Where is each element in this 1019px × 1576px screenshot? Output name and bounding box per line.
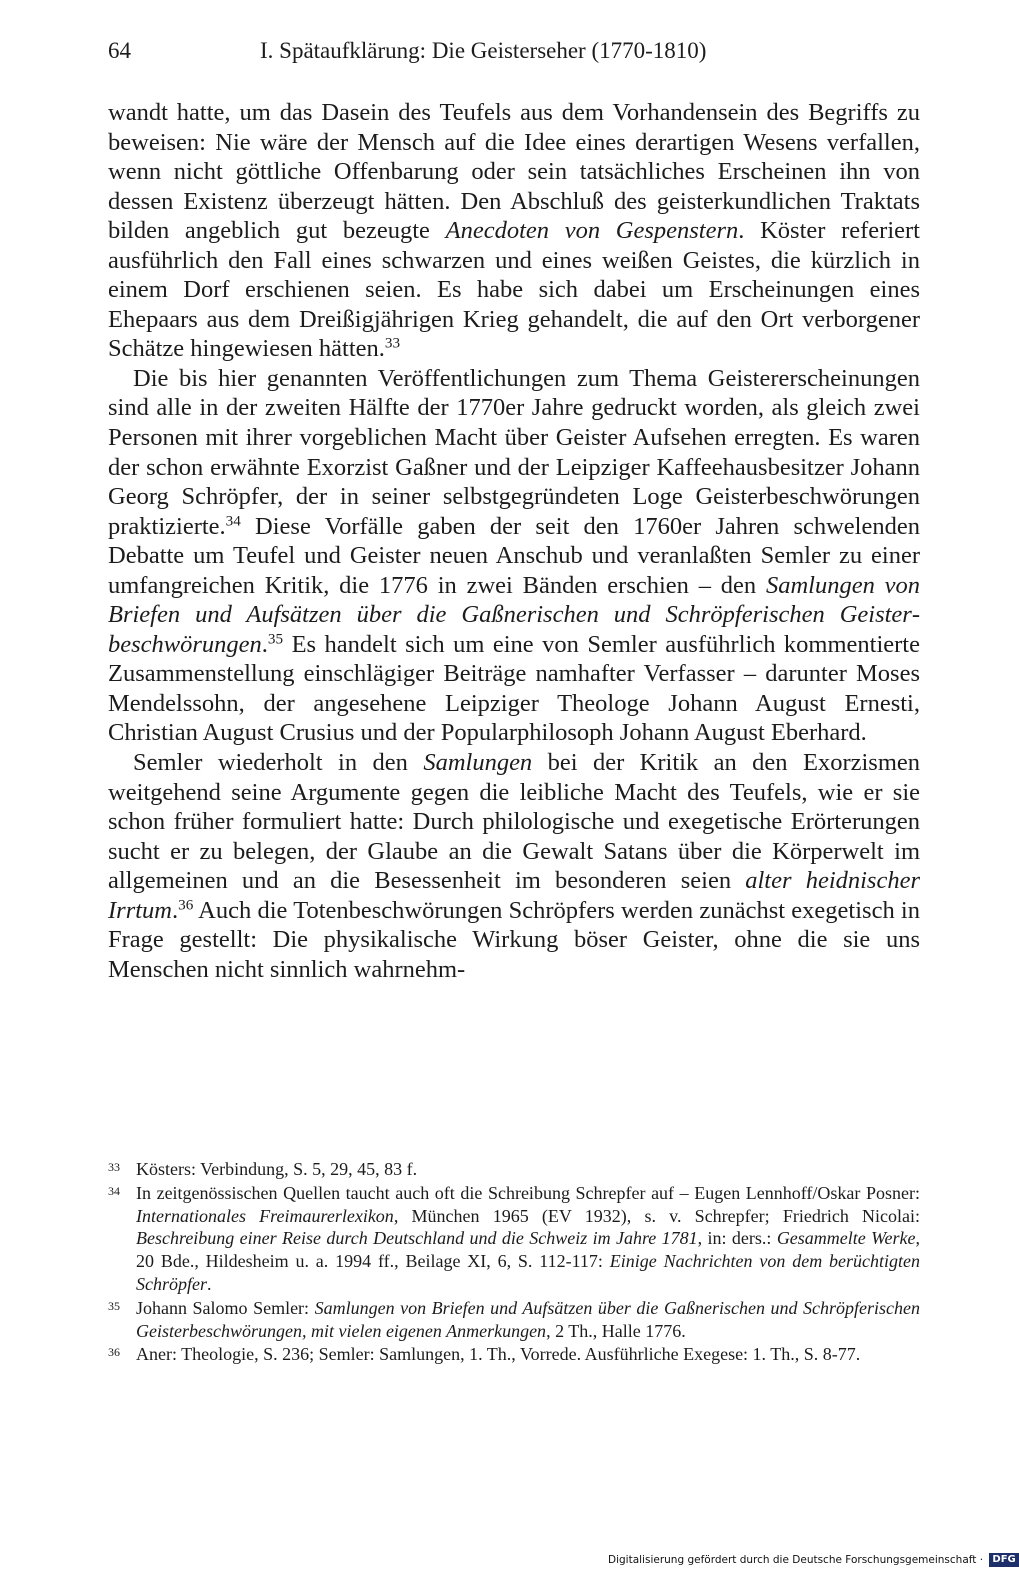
running-title: I. Spätaufklärung: Die Geisterseher (1770-1810) (260, 38, 707, 63)
footnote-reference: 35 (267, 630, 284, 648)
paragraph-text: Diese Vorfälle gaben der seit den 1760er Jahren schwelenden Debatte um Teufel und Geister neuen Anschub und veranlaßten Semler zu einer umfangreichen Kritik, die 1776 in zwei Bänden erschien – den (108, 512, 920, 599)
paragraph-text: bei der Kritik an den Exorzismen weitgehend seine Argumente gegen die leibliche Macht des Teufels, wie er sie schon früher formuliert hatte: Durch philologische und exegetische Erörterungen sucht er zu belegen, der Glaube an die Gewalt Satans über die Körperwelt im allgemeinen und an die Besessenheit im besonderen seien (108, 749, 920, 895)
banner-text: Digitalisierung gefördert durch die Deutsche Forschungsgemeinschaft · (608, 1554, 984, 1566)
paragraph-text: wandt hatte, um das Dasein des Teufels aus dem Vorhandensein des Begriffs zu beweisen: Nie wäre der Mensch auf die Idee eines derartigen Wesens verfallen, wenn nicht göttliche Offenbarung oder sein tatsächliches Erscheinen ihn von dessen Existenz überzeugt hätten. Den Abschluß des geisterkundlichen Traktats bilden angeblich gut bezeugte (108, 99, 920, 245)
page-number: 64 (108, 38, 131, 63)
paragraph (108, 748, 920, 984)
digitization-banner (608, 1551, 1019, 1569)
paragraph-italic-text: Samlungen von Briefen und Aufsätzen über die Gaßnerischen und Schröpferischen Geisterbeschwörungen (108, 571, 921, 658)
paragraph-text: . (261, 630, 268, 658)
footnote-reference: 33 (384, 335, 401, 353)
dfg-logo: DFG (989, 1553, 1018, 1567)
footnote-reference: 36 (178, 896, 194, 914)
paragraph-text: . Köster referiert ausführlich den Fall eines schwarzen und eines weißen Geistes, die kürzlich in einem Dorf erschienen seien. Es habe sich dabei um Erscheinungen eines Ehepaars aus dem Dreißigjährigen Krieg gehandelt, die auf den Ort verborgener Schätze hingewiesen hätten. (108, 217, 920, 363)
paragraph-italic-text: alter heidnischer Irrtum (108, 867, 921, 924)
footnote-text: Kösters: Verbindung, S. 5, 29, 45, 83 f. (136, 1159, 418, 1179)
paragraph-text: . (171, 896, 179, 924)
footnote-italic-text: Internationales Freimaurerlexikon (136, 1205, 394, 1226)
paragraph-text: Die bis hier genannten Veröffentlichungen zum Thema Geistererscheinungen sind alle in der zweiten Hälfte der 1770er Jahre gedruckt worden, als gleich zwei Personen mit ihrer vorgeblichen Macht über Geister Aufsehen erregten. Es waren der schon erwähnte Exorzist Gaßner und der Leipziger Kaffeehausbesitzer Johann Georg Schröpfer, der in seiner selbstgegründeten Loge Geisterbeschwörungen praktizierte. (108, 364, 920, 540)
footnote-text: , 2 Th., Halle 1776. (546, 1320, 686, 1341)
paragraph-text: Es handelt sich um eine von Semler ausführlich kommentierte Zusammenstellung einschlägiger Beiträge namhafter Verfasser – darunter Moses Mendelssohn, der angesehene Leipziger Theologe Johann August Ernesti, Christian August Crusius und der Popularphilosoph Johann August Eberhard. (108, 630, 920, 747)
footnote-number: 35 (108, 1298, 120, 1313)
footnote-number: 36 (108, 1345, 120, 1360)
paragraph (108, 364, 920, 748)
footnote-text: Johann Salomo Semler: (136, 1297, 315, 1318)
running-header (108, 34, 920, 68)
footnote (108, 1297, 920, 1343)
footnotes (108, 1158, 920, 1366)
footnote (108, 1343, 920, 1366)
footnote-italic-text: Samlungen von Briefen und Aufsätzen über die Gaßnerischen und Schröpferischen Geisterbeschwörungen, mit vielen eigenen Anmerkungen (136, 1297, 920, 1341)
paragraph-text: Auch die Totenbeschwörungen Schröpfers werden zunächst exegetisch in Frage gestellt: Die physikalische Wirkung böser Geister, ohne die sie uns Menschen nicht sinnlich wahrnehm- (108, 896, 920, 983)
footnote-number: 34 (108, 1183, 120, 1198)
footnote-italic-text: Einige Nachrichten von dem berüchtigten Schröpfer (136, 1251, 920, 1294)
footnote-text: In zeitgenössischen Quellen taucht auch oft die Schreibung Schrepfer auf – Eugen Lennhoff/Oskar Posner: (136, 1182, 920, 1203)
footnote-number: 33 (108, 1160, 120, 1174)
footnote-text: , 20 Bde., Hildesheim u. a. 1994 ff., Beilage XI, 6, S. 112-117: (136, 1228, 920, 1272)
footnote-reference: 34 (225, 512, 241, 530)
paragraph-italic-text: Anecdoten von Gespenstern (445, 217, 739, 245)
footnote-text: , in: ders.: (697, 1228, 777, 1249)
footnote-text: . (207, 1273, 212, 1294)
paragraph-italic-text: Samlungen (423, 749, 533, 777)
footnote-text: , München 1965 (EV 1932), s. v. Schrepfer; Friedrich Nicolai: (393, 1205, 920, 1226)
footnote-italic-text: Gesammelte Werke (776, 1228, 916, 1249)
footnote (108, 1182, 920, 1296)
footnote (108, 1158, 920, 1181)
footnote-italic-text: Beschreibung einer Reise durch Deutschland und die Schweiz im Jahre 1781 (136, 1228, 698, 1249)
main-text (108, 98, 920, 984)
paragraph (108, 98, 920, 364)
footnote-text: Aner: Theologie, S. 236; Semler: Samlungen, 1. Th., Vorrede. Ausführliche Exegese: 1. Th., S. 8-77. (136, 1344, 861, 1365)
paragraph-text: Semler wiederholt in den (133, 749, 424, 777)
